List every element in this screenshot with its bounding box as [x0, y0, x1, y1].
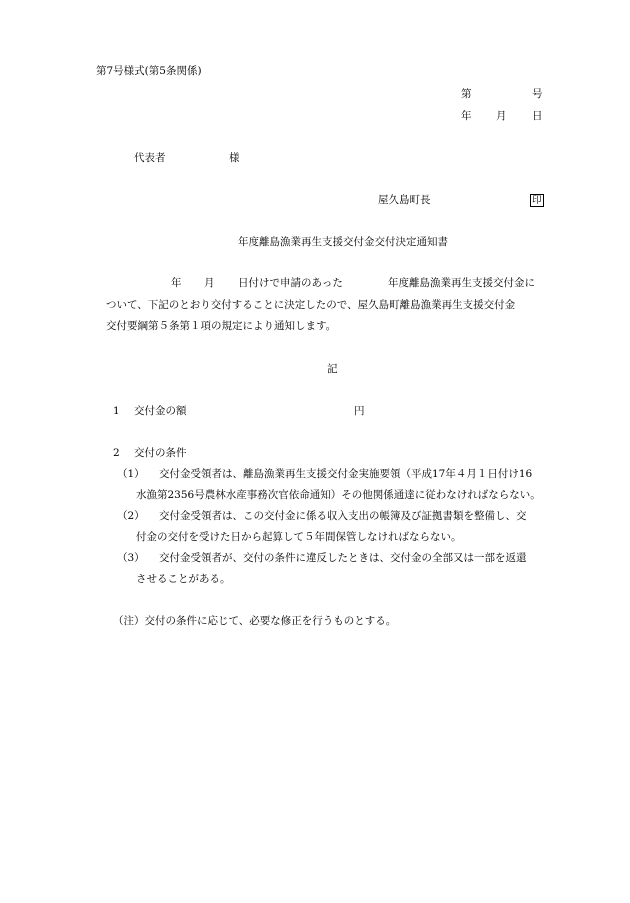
- condition-3-line-1: 交付金受領者が、交付の条件に違反したときは、交付金の全部又は一部を返還: [159, 552, 527, 564]
- section-2-number: 2: [113, 447, 120, 459]
- section-1-number: 1: [113, 405, 120, 417]
- section-2-label: 交付の条件: [134, 447, 187, 459]
- issuer-seal: [530, 194, 544, 207]
- condition-3-number: （3）: [117, 552, 145, 564]
- date-year: 年: [461, 110, 472, 122]
- body-grant-name: 年度離島漁業再生支援交付金に: [388, 277, 535, 289]
- condition-2-number: （2）: [117, 510, 145, 522]
- body-line-3: 交付要綱第５条第１項の規定により通知します。: [106, 320, 337, 332]
- form-label: 第7号様式(第5条関係): [96, 65, 202, 77]
- condition-1-number: （1）: [117, 468, 145, 480]
- issuer-name: 屋久島町長: [378, 194, 431, 206]
- condition-3-line-2: させることがある。: [136, 573, 231, 585]
- condition-1-line-2: 水漁第2356号農林水産事務次官依命通知）その他関係通達に従わなければならない。: [136, 489, 541, 501]
- addressee-honorific: 様: [229, 152, 240, 164]
- condition-2-line-1: 交付金受領者は、この交付金に係る収入支出の帳簿及び証拠書類を整備し、交: [159, 510, 527, 522]
- body-line-2: ついて、下記のとおり交付することに決定したので、屋久島町離島漁業再生支援交付金: [106, 299, 516, 311]
- document-title: 年度離島漁業再生支援交付金交付決定通知書: [238, 236, 448, 248]
- body-dated-request: 日付けで申請のあった: [238, 277, 343, 289]
- ki-heading: 記: [327, 363, 338, 375]
- date-month: 月: [496, 110, 507, 122]
- condition-1-line-1: 交付金受領者は、離島漁業再生支援交付金実施要領（平成17年４月１日付け16: [159, 468, 533, 480]
- date-day: 日: [532, 110, 543, 122]
- number-prefix: 第: [461, 88, 472, 100]
- body-month: 月: [204, 277, 215, 289]
- addressee-title: 代表者: [134, 152, 166, 164]
- condition-2-line-2: 付金の交付を受けた日から起算して５年間保管しなければならない。: [136, 531, 462, 543]
- number-suffix: 号: [532, 88, 543, 100]
- section-1-unit: 円: [354, 405, 365, 417]
- seal-mark: 印: [532, 195, 542, 206]
- footnote: （注）交付の条件に応じて、必要な修正を行うものとする。: [113, 615, 397, 627]
- section-1-label: 交付金の額: [134, 405, 187, 417]
- body-year: 年: [171, 277, 182, 289]
